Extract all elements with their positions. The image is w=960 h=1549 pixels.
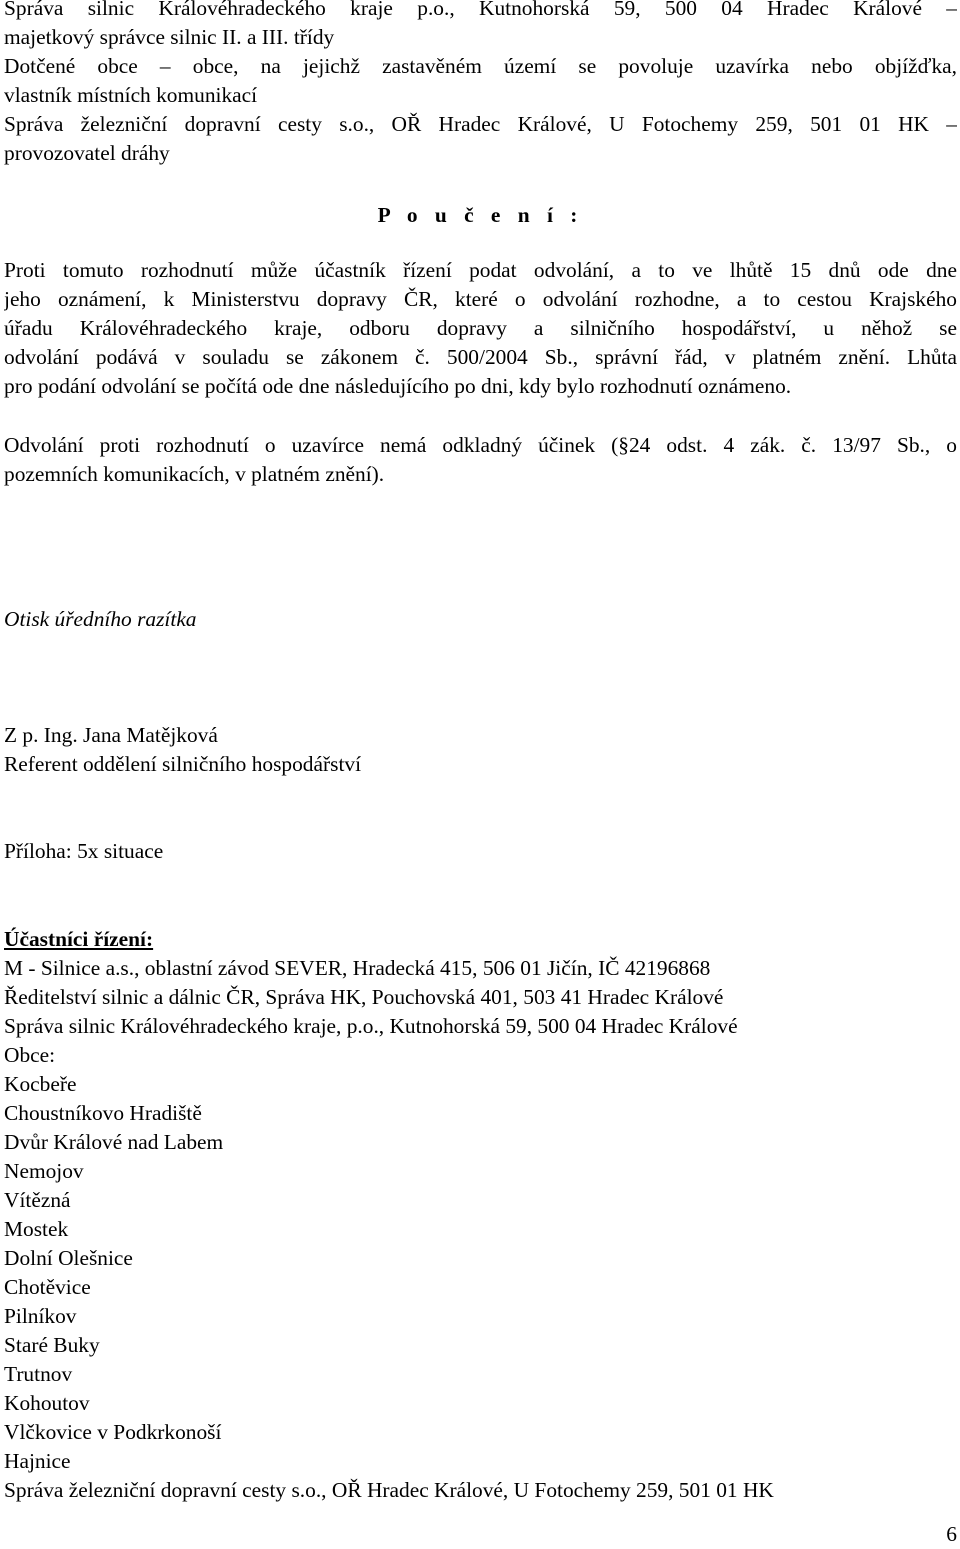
appeal-line: Proti tomuto rozhodnutí může účastník řízení podat odvolání, a to ve lhůtě 15 dnů ode dne [4, 258, 957, 282]
appeal-paragraph [4, 256, 957, 401]
addressee-block [4, 0, 957, 168]
participant-item: Staré Buky [4, 1333, 100, 1357]
participant-item: Správa železniční dopravní cesty s.o., OŘ Hradec Králové, U Fotochemy 259, 501 01 HK [4, 1478, 774, 1502]
effect-line: Odvolání proti rozhodnutí o uzavírce nemá odkladný účinek (§24 odst. 4 zák. č. 13/97 Sb., o [4, 433, 957, 457]
appeal-line: úřadu Královéhradeckého kraje, odboru dopravy a silničního hospodářství, u něhož se [4, 316, 957, 340]
participant-item: M - Silnice a.s., oblastní závod SEVER, Hradecká 415, 506 01 Jičín, IČ 42196868 [4, 956, 711, 980]
appeal-line: odvolání podává v souladu se zákonem č. 500/2004 Sb., správní řád, v platném znění. Lhůta [4, 345, 957, 369]
effect-line: pozemních komunikacích, v platném znění). [4, 462, 385, 486]
participant-item: Pilníkov [4, 1304, 77, 1328]
participant-item: Kohoutov [4, 1391, 90, 1415]
addressee-line: Správa železniční dopravní cesty s.o., OŘ Hradec Králové, U Fotochemy 259, 501 01 HK – [4, 112, 957, 136]
participant-item: Nemojov [4, 1159, 84, 1183]
participant-item: Správa silnic Královéhradeckého kraje, p.o., Kutnohorská 59, 500 04 Hradec Králové [4, 1014, 738, 1038]
participants-block [4, 925, 774, 1505]
participant-item: Dvůr Králové nad Labem [4, 1130, 224, 1154]
attachment-note: Příloha: 5x situace [4, 839, 164, 863]
participant-item: Vítězná [4, 1188, 71, 1212]
appeal-line: jeho oznámení, k Ministerstvu dopravy ČR, které o odvolání rozhodne, a to cestou Krajského [4, 287, 957, 311]
participant-item: Mostek [4, 1217, 69, 1241]
addressee-line: Dotčené obce – obce, na jejichž zastavěném území se povoluje uzavírka nebo objížďka, [4, 54, 957, 78]
page-number: 6 [946, 1522, 957, 1546]
signature-block [4, 721, 361, 779]
participant-item: Dolní Olešnice [4, 1246, 133, 1270]
participants-list [4, 954, 774, 1505]
participant-item: Ředitelství silnic a dálnic ČR, Správa HK, Pouchovská 401, 503 41 Hradec Králové [4, 985, 724, 1009]
participant-item: Vlčkovice v Podkrkonoší [4, 1420, 222, 1444]
participants-heading: Účastníci řízení: [4, 927, 154, 951]
participant-item: Kocbeře [4, 1072, 77, 1096]
notice-heading: P o u č e n í : [377, 203, 584, 227]
addressee-line: provozovatel dráhy [4, 141, 170, 165]
addressee-line: majetkový správce silnic II. a III. třídy [4, 25, 335, 49]
appeal-line: pro podání odvolání se počítá ode dne následujícího po dni, kdy bylo rozhodnutí oznámeno. [4, 374, 792, 398]
participant-item: Choustníkovo Hradiště [4, 1101, 202, 1125]
addressee-line: Správa silnic Královéhradeckého kraje p.o., Kutnohorská 59, 500 04 Hradec Králové – [4, 0, 957, 20]
participant-item: Trutnov [4, 1362, 73, 1386]
addressee-line: vlastník místních komunikací [4, 83, 258, 107]
signatory-position: Referent oddělení silničního hospodářství [4, 752, 362, 776]
signatory-name: Z p. Ing. Jana Matějková [4, 723, 218, 747]
participant-item: Hajnice [4, 1449, 71, 1473]
participant-item: Chotěvice [4, 1275, 91, 1299]
stamp-label: Otisk úředního razítka [4, 607, 197, 631]
participant-item: Obce: [4, 1043, 56, 1067]
effect-paragraph [4, 431, 957, 489]
